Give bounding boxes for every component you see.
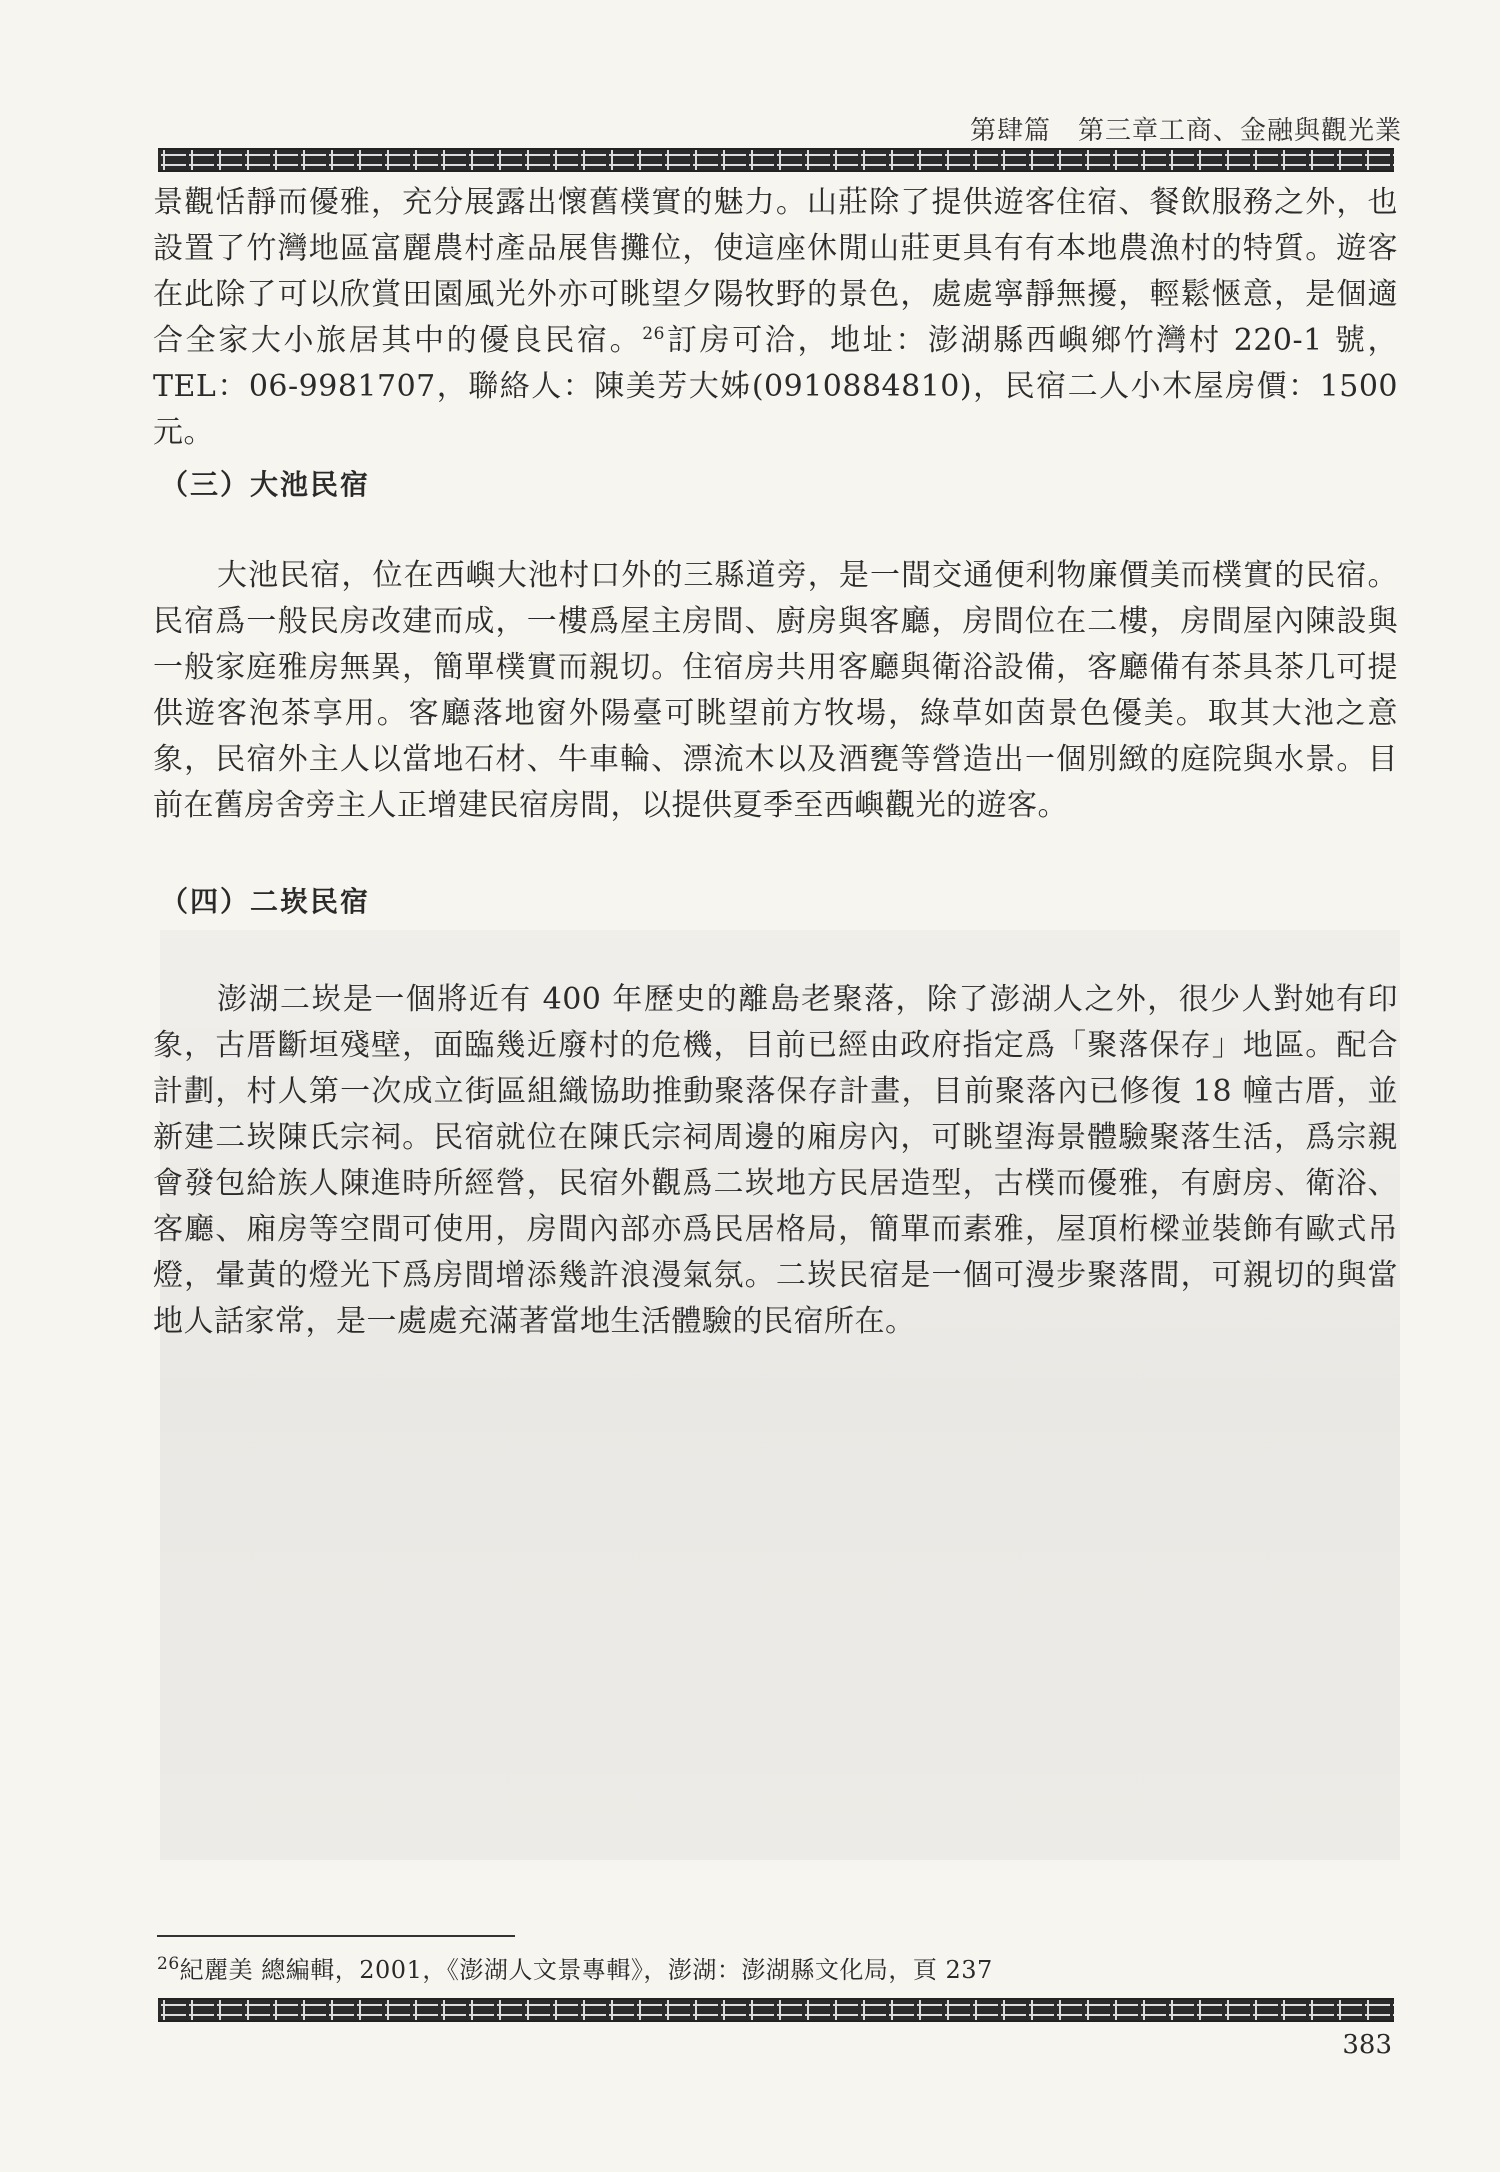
running-head: 第肆篇 第三章工商、金融與觀光業 (969, 116, 1402, 146)
paragraph-erkan: 澎湖二崁是一個將近有 400 年歷史的離島老聚落，除了澎湖人之外，很少人對她有印象，古厝斷垣殘壁，面臨幾近廢村的危機，目前已經由政府指定爲「聚落保存」地區。配合計劃，村人第一次成立街區組織協助推動聚落保存計畫，目前聚落內已修復 18 幢古厝，並新建二崁陳氏宗祠。民宿就位在陳氏宗祠周邊的廂房內，可眺望海景體驗聚落生活，爲宗親會發包給族人陳進時所經營，民宿外觀爲二崁地方民居造型，古樸而優雅，有廚房、衛浴、客廳、廂房等空間可使用，房間內部亦爲民居格局，簡單而素雅，屋頂桁樑並裝飾有歐式吊燈，暈黃的燈光下爲房間增添幾許浪漫氣氛。二崁民宿是一個可漫步聚落間，可親切的與當地人話家常，是一處處充滿著當地生活體驗的民宿所在。 (153, 982, 1398, 1339)
section-heading-erkan: （四）二崁民宿 (160, 885, 371, 918)
footnote-divider (157, 1935, 515, 1937)
paragraph-dachi: 大池民宿，位在西嶼大池村口外的三縣道旁，是一間交通便利物廉價美而樸實的民宿。民宿爲一般民房改建而成，一樓爲屋主房間、廚房與客廳，房間位在二樓，房間屋內陳設與一般家庭雅房無異，簡單樸實而親切。住宿房共用客廳與衛浴設備，客廳備有茶具茶几可提供遊客泡茶享用。客廳落地窗外陽臺可眺望前方牧場，綠草如茵景色優美。取其大池之意象，民宿外主人以當地石材、牛車輪、漂流木以及酒甕等營造出一個別緻的庭院與水景。目前在舊房舍旁主人正增建民宿房間，以提供夏季至西嶼觀光的遊客。 (153, 558, 1398, 823)
paragraph-text: 景觀恬靜而優雅，充分展露出懷舊樸實的魅力。山莊除了提供遊客住宿、餐飲服務之外，也設置了竹灣地區富麗農村產品展售攤位，使這座休閒山莊更具有有本地農漁村的特質。遊客在此除了可以欣賞田園風光外亦可眺望夕陽牧野的景色，處處寧靜無擾，輕鬆愜意，是個適合全家大小旅居其中的優良民宿。 (153, 185, 1398, 358)
decorative-border-top (158, 148, 1394, 172)
decorative-border-bottom (158, 1998, 1394, 2022)
footnote-reference[interactable]: 26 (642, 324, 665, 344)
section-heading-dachi: （三）大池民宿 (160, 468, 371, 501)
page-number: 383 (1342, 2030, 1392, 2060)
footnote (157, 1950, 993, 1985)
footnote-number: 26 (157, 1954, 180, 1974)
footnote-text: 紀麗美 總編輯，2001，《澎湖人文景專輯》，澎湖：澎湖縣文化局，頁 237 (179, 1956, 993, 1984)
paragraph-continuation (153, 180, 1398, 456)
paragraph-text: 訂房可洽，地址：澎湖縣西嶼鄉竹灣村 220-1 號，TEL：06-9981707，聯絡人：陳美芳大姊(0910884810)，民宿二人小木屋房價：1500 元。 (153, 323, 1399, 450)
